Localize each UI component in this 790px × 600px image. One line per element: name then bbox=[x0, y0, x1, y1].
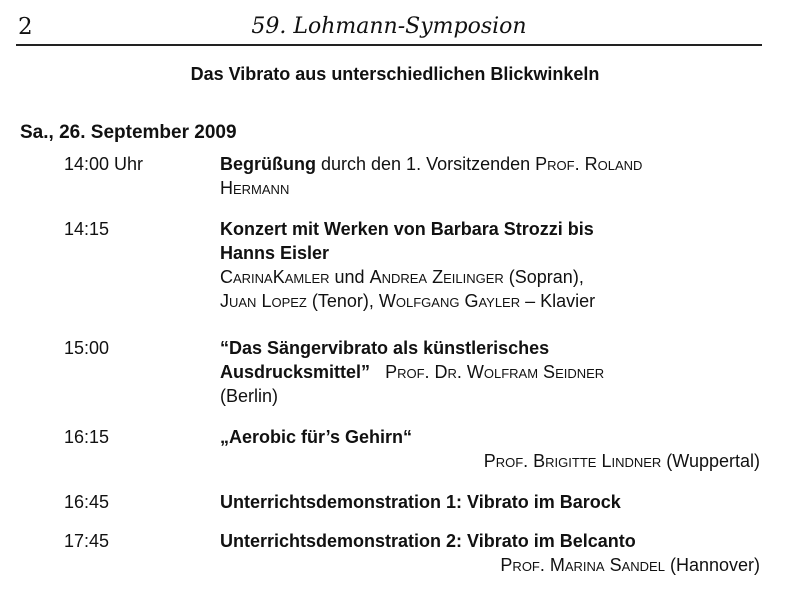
entry-person: Prof. Roland bbox=[535, 154, 643, 174]
entry-body bbox=[220, 152, 760, 200]
entry-speaker: Prof. Brigitte Lindner bbox=[483, 451, 662, 471]
entry-title: Unterrichtsdemonstration 2: Vibrato im Belcanto bbox=[220, 531, 636, 551]
performer-role: (Tenor), bbox=[306, 291, 379, 311]
entry-time: 15:00 bbox=[64, 338, 110, 358]
entry-body bbox=[220, 490, 760, 514]
entry-time: 16:45 bbox=[64, 492, 110, 512]
entry-time: 14:00 Uhr bbox=[64, 154, 144, 174]
entry-time: 17:45 bbox=[64, 531, 110, 551]
entry-title: Unterrichtsdemonstration 1: Vibrato im Barock bbox=[220, 492, 621, 512]
entry-body bbox=[220, 217, 760, 313]
performer-name: CarinaKamler bbox=[220, 267, 330, 287]
entry-time: 14:15 bbox=[64, 219, 110, 239]
entry-title-line1: “Das Sängervibrato als künstlerisches bbox=[220, 338, 550, 358]
performer-name: Juan Lopez bbox=[220, 291, 307, 311]
performer-role: (Sopran), bbox=[503, 267, 584, 287]
entry-body bbox=[220, 529, 760, 577]
entry-city: (Berlin) bbox=[220, 386, 279, 406]
entry-text: durch den 1. Vorsitzenden bbox=[316, 154, 536, 174]
page-number: 2 bbox=[18, 14, 33, 40]
running-title: 59. Lohmann-Symposion bbox=[251, 14, 527, 39]
entry-speaker: Prof. Dr. Wolfram Seidner bbox=[385, 362, 605, 382]
performer-name: Wolfgang Gayler bbox=[378, 291, 521, 311]
entry-city: (Hannover) bbox=[664, 555, 760, 575]
entry-time: 16:15 bbox=[64, 427, 110, 447]
entry-person-continued: Hermann bbox=[220, 178, 290, 198]
entry-city: (Wuppertal) bbox=[661, 451, 760, 471]
performer-conjunction: und bbox=[329, 267, 370, 287]
entry-title-line2: Hanns Eisler bbox=[220, 243, 330, 263]
entry-body bbox=[220, 425, 760, 473]
entry-title-line1: Konzert mit Werken von Barbara Strozzi bis bbox=[220, 219, 594, 239]
entry-title: Begrüßung bbox=[220, 154, 316, 174]
program-date: Sa., 26. September 2009 bbox=[20, 122, 237, 143]
page-header bbox=[16, 8, 762, 46]
performer-name: Andrea Zeilinger bbox=[369, 267, 504, 287]
entry-body bbox=[220, 336, 760, 408]
entry-title-line2: Ausdrucksmittel” bbox=[220, 362, 371, 382]
entry-title: „Aerobic für’s Gehirn“ bbox=[220, 427, 413, 447]
entry-speaker: Prof. Marina Sandel bbox=[500, 555, 665, 575]
performer-role: – Klavier bbox=[520, 291, 596, 311]
section-subtitle: Das Vibrato aus unterschiedlichen Blickwinkeln bbox=[190, 64, 600, 84]
